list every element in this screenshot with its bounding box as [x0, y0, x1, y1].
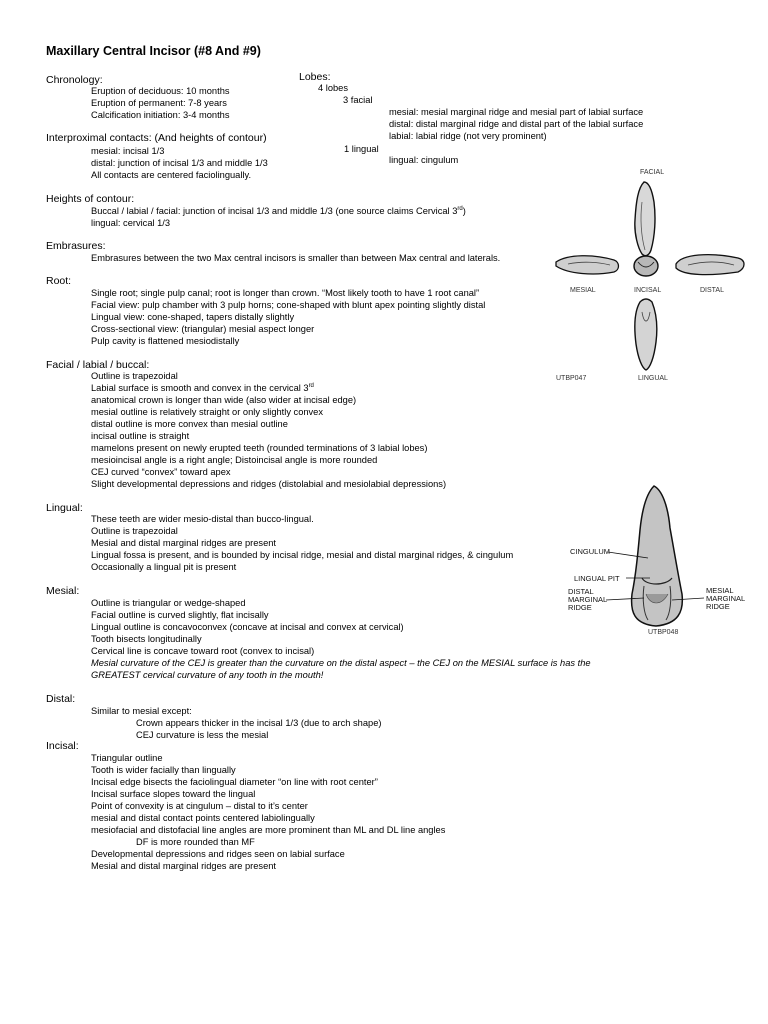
lobes-mesial: mesial: mesial marginal ridge and mesial part of labial surface [389, 107, 644, 117]
mesial-line: Cervical line is concave toward root (convex to incisal) [91, 646, 315, 656]
lobes-facial: 3 facial [343, 95, 373, 105]
facial-heading: Facial / labial / buccal: [46, 359, 150, 371]
mesial-heading: Mesial: [46, 585, 80, 597]
chronology-line: Eruption of deciduous: 10 months [91, 86, 230, 96]
lobes-lingual-desc: lingual: cingulum [389, 155, 459, 165]
lingual-anatomy-tooth-image [632, 486, 683, 626]
label-mesial-ridge: MESIAL [706, 586, 734, 595]
lingual-line: Occasionally a lingual pit is present [91, 562, 237, 572]
distal-heading: Distal: [46, 693, 76, 705]
contacts-line: distal: junction of incisal 1/3 and middle 1/3 [91, 158, 268, 168]
incisal-line: DF is more rounded than MF [136, 837, 255, 847]
facial-line: CEJ curved “convex” toward apex [91, 467, 231, 477]
incisal-line: Incisal surface slopes toward the lingual [91, 789, 256, 799]
facial-line: distal outline is more convex than mesial outline [91, 419, 288, 429]
mesial-line: Lingual outline is concavoconvex (concave at incisal and convex at cervical) [91, 622, 404, 632]
mesial-line: Tooth bisects longitudinally [91, 634, 202, 644]
facial-line: mesioincisal angle is a right angle; Distoincisal angle is more rounded [91, 455, 378, 465]
lingual-heading: Lingual: [46, 502, 83, 514]
root-line: Facial view: pulp chamber with 3 pulp horns; cone-shaped with blunt apex pointing slightly distal [91, 300, 486, 310]
lobes-count: 4 lobes [318, 83, 348, 93]
tooth-views-figure [548, 162, 758, 392]
figure-label-mesial: MESIAL [570, 287, 596, 294]
chronology-heading: Chronology: [46, 74, 103, 86]
facial-line: mesial outline is relatively straight or only slightly convex [91, 407, 324, 417]
contour-line: Buccal / labial / facial: junction of incisal 1/3 and middle 1/3 (one source claims Cervical 3rd) [91, 206, 466, 216]
lingual-line: Lingual fossa is present, and is bounded by incisal ridge, mesial and distal marginal ridges, & cingulum [91, 550, 514, 560]
lobes-lingual: 1 lingual [344, 144, 379, 154]
incisal-line: Triangular outline [91, 753, 163, 763]
label-distal-ridge: DISTAL [568, 587, 594, 596]
facial-line: Outline is trapezoidal [91, 371, 178, 381]
lobes-labial: labial: labial ridge (not very prominent) [389, 131, 547, 141]
facial-line: mamelons present on newly erupted teeth (rounded terminations of 3 labial lobes) [91, 443, 428, 453]
distal-line: Similar to mesial except: [91, 706, 192, 716]
figure-label-distal: DISTAL [700, 287, 724, 294]
chronology-line: Eruption of permanent: 7-8 years [91, 98, 227, 108]
incisal-line: Incisal edge bisects the faciolingual diameter “on line with root center” [91, 777, 378, 787]
figure-code: UTBP048 [648, 629, 679, 636]
facial-tooth-image [635, 182, 655, 256]
distal-line: CEJ curvature is less the mesial [136, 730, 269, 740]
facial-line: Labial surface is smooth and convex in the cervical 3rd [91, 383, 314, 393]
embrasures-heading: Embrasures: [46, 240, 106, 252]
contacts-line: mesial: incisal 1/3 [91, 146, 165, 156]
figure-code: UTBP047 [556, 375, 587, 382]
incisal-tooth-image [634, 256, 658, 276]
embrasures-line: Embrasures between the two Max central incisors is smaller than between Max central and laterals. [91, 253, 501, 263]
root-line: Single root; single pulp canal; root is longer than crown. “Most likely tooth to have 1 root canal” [91, 288, 480, 298]
lobes-heading: Lobes: [299, 71, 331, 83]
figure-label-facial: FACIAL [640, 169, 665, 176]
contacts-heading: Interproximal contacts: (And heights of contour) [46, 132, 267, 144]
contour-heading: Heights of contour: [46, 193, 135, 205]
incisal-heading: Incisal: [46, 740, 79, 752]
label-mesial-ridge: MARGINAL [706, 594, 746, 603]
lobes-distal: distal: distal marginal ridge and distal part of the labial surface [389, 119, 644, 129]
page-title: Maxillary Central Incisor (#8 And #9) [46, 44, 261, 58]
label-distal-ridge: RIDGE [568, 603, 592, 612]
incisal-line: Mesial and distal marginal ridges are present [91, 861, 276, 871]
label-mesial-ridge: RIDGE [706, 602, 730, 611]
lingual-line: Mesial and distal marginal ridges are present [91, 538, 276, 548]
mesial-note: Mesial curvature of the CEJ is greater than the curvature on the distal aspect – the CEJ on the MESIAL surface is has the [91, 658, 591, 668]
contour-line: lingual: cervical 1/3 [91, 218, 171, 228]
facial-line: incisal outline is straight [91, 431, 190, 441]
facial-line: anatomical crown is longer than wide (also wider at incisal edge) [91, 395, 357, 405]
chronology-line: Calcification initiation: 3-4 months [91, 110, 230, 120]
mesial-line: Facial outline is curved slightly, flat incisally [91, 610, 269, 620]
label-distal-ridge: MARGINAL [568, 595, 608, 604]
label-lingual-pit: LINGUAL PIT [574, 574, 620, 583]
mesial-line: Outline is triangular or wedge-shaped [91, 598, 246, 608]
incisal-line: mesial and distal contact points centered labiolingually [91, 813, 315, 823]
incisal-line: mesiofacial and distofacial line angles are more prominent than ML and DL line angles [91, 825, 446, 835]
root-line: Cross-sectional view: (triangular) mesial aspect longer [91, 324, 315, 334]
lingual-line: Outline is trapezoidal [91, 526, 178, 536]
contacts-line: All contacts are centered faciolingually. [91, 170, 252, 180]
lingual-line: These teeth are wider mesio-distal than bucco-lingual. [91, 514, 314, 524]
lingual-anatomy-figure [560, 482, 760, 638]
incisal-line: Developmental depressions and ridges seen on labial surface [91, 849, 345, 859]
facial-line: Slight developmental depressions and ridges (distolabial and mesiolabial depressions) [91, 479, 447, 489]
root-heading: Root: [46, 275, 72, 287]
distal-line: Crown appears thicker in the incisal 1/3 (due to arch shape) [136, 718, 382, 728]
incisal-line: Point of convexity is at cingulum – distal to it’s center [91, 801, 308, 811]
lingual-tooth-image [635, 299, 657, 370]
root-line: Lingual view: cone-shaped, tapers distally slightly [91, 312, 295, 322]
mesial-note: GREATEST cervical curvature of any tooth in the mouth! [91, 670, 324, 680]
figure-label-lingual: LINGUAL [638, 375, 668, 382]
figure-label-incisal: INCISAL [634, 287, 662, 294]
root-line: Pulp cavity is flattened mesiodistally [91, 336, 240, 346]
incisal-line: Tooth is wider facially than lingually [91, 765, 236, 775]
label-cingulum: CINGULUM [570, 547, 611, 556]
